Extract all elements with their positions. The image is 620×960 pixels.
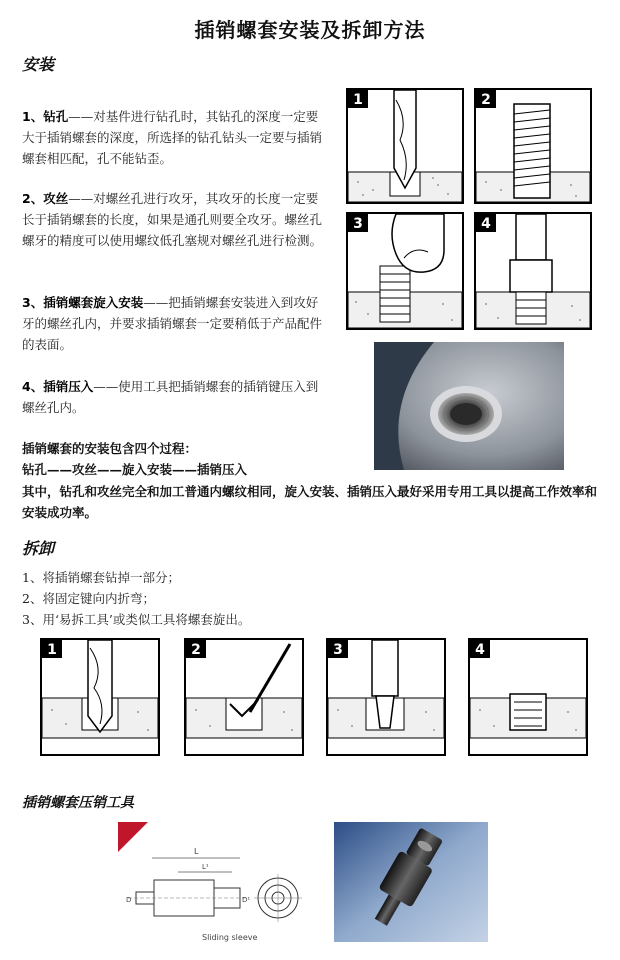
removal-diagram-drill: [40, 638, 160, 756]
removal-diagram-removed: [468, 638, 588, 756]
install-diagram-press: [474, 212, 592, 330]
removal-heading: 拆卸: [22, 539, 55, 558]
panel-number: 1: [353, 92, 363, 108]
panel-number: 2: [191, 642, 201, 658]
install-summary-note: 其中，钻孔和攻丝完全和加工普通内螺纹相同，旋入安装、插销压入最好采用专用工具以提高工作效率和安装成功率。: [22, 484, 598, 520]
panel-number: 3: [333, 642, 343, 658]
removal-step-1: 1、将插销螺套钻掉一部分；: [22, 570, 180, 585]
panel-number: 1: [47, 642, 57, 658]
dim-l1-label: L¹: [202, 863, 209, 871]
removal-step-3: 3、用‘易拆工具’或类似工具将螺套旋出。: [22, 612, 251, 627]
dim-d-label: D: [126, 896, 132, 904]
install-summary-title: 插销螺套的安装包含四个过程：: [22, 441, 198, 456]
install-step-3: 3、插销螺套旋入安装——把插销螺套安装进入到攻好牙的螺丝孔内，并要求插销螺套一定要稍低于产品配件的表面。: [22, 295, 323, 352]
panel-number: 3: [353, 216, 363, 232]
tool-technical-drawing: [118, 822, 304, 942]
installed-insert-photo: [374, 342, 564, 470]
install-step-2: 2、攻丝——对螺丝孔进行攻牙，其攻牙的长度一定要长于插销螺套的长度，如果是通孔则要全攻牙。螺丝孔螺牙的精度可以使用螺纹低孔塞规对螺丝孔进行检测。: [22, 191, 323, 248]
install-summary-flow: 钻孔——攻丝——旋入安装——插销压入: [22, 462, 248, 477]
install-step-1: 1、钻孔——对基件进行钻孔时，其钻孔的深度一定要大于插销螺套的深度，所选择的钻孔钻头一定要与插销螺套相匹配，孔不能钻歪。: [22, 109, 323, 166]
install-diagram-tap: [474, 88, 592, 204]
sliding-sleeve-label: Sliding sleeve: [202, 933, 258, 942]
page-title: 插销螺套安装及拆卸方法: [194, 18, 426, 42]
tool-photo: [334, 822, 488, 942]
removal-diagram-bend: [184, 638, 304, 756]
tool-heading: 插销螺套压销工具: [22, 795, 134, 811]
install-diagram-insert: [346, 212, 464, 330]
removal-diagram-unscrew: [326, 638, 446, 756]
install-heading: 安装: [22, 55, 55, 74]
panel-number: 2: [481, 92, 491, 108]
install-diagram-drill: [346, 88, 464, 204]
panel-number: 4: [481, 216, 491, 232]
removal-step-2: 2、将固定键向内折弯；: [22, 591, 155, 606]
dim-d1-label: D¹: [242, 896, 251, 904]
panel-number: 4: [475, 642, 485, 658]
install-step-4: 4、插销压入——使用工具把插销螺套的插销键压入到螺丝孔内。: [22, 379, 319, 415]
dim-l-label: L: [194, 847, 199, 856]
